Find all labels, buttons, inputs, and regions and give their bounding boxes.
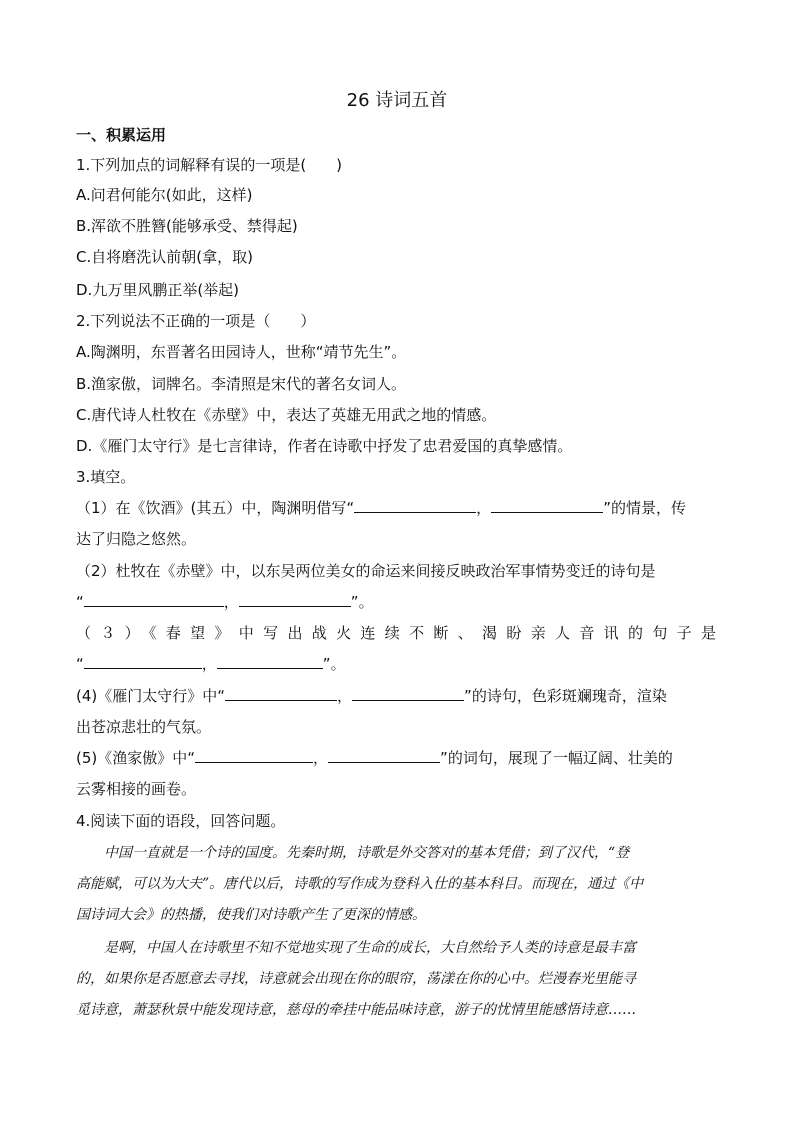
quote-close: ”。 xyxy=(350,593,374,611)
fill-item-1-text-b: ， xyxy=(476,499,492,517)
answer-blank[interactable] xyxy=(217,654,323,669)
answer-blank[interactable] xyxy=(354,498,476,513)
question-2-option-b: B.渔家傲，词牌名。李清照是宋代的著名女词人。 xyxy=(76,375,407,393)
passage-line-6: 觅诗意，萧瑟秋景中能发现诗意，慈母的牵挂中能品味诗意，游子的忧情里能感悟诗意…… xyxy=(76,1002,636,1018)
answer-blank[interactable] xyxy=(84,592,224,607)
separator: ， xyxy=(201,655,217,673)
question-2-option-a: A.陶渊明，东晋著名田园诗人，世称“靖节先生”。 xyxy=(76,343,407,361)
answer-blank[interactable] xyxy=(225,686,337,701)
passage-line-4: 是啊，中国人在诗歌里不知不觉地实现了生命的成长，大自然给予人类的诗意是最丰富 xyxy=(76,940,636,956)
fill-item-2-answer-line xyxy=(76,591,374,612)
fill-item-1-text-c: ”的情景，传 xyxy=(603,499,686,517)
question-4-stem: 4.阅读下面的语段，回答问题。 xyxy=(76,812,286,830)
separator: ， xyxy=(223,593,239,611)
fill-item-5-text-a: (5)《渔家傲》中“ xyxy=(76,749,196,767)
fill-item-3-answer-line xyxy=(76,653,346,674)
passage-line-1: 中国一直就是一个诗的国度。先秦时期，诗歌是外交答对的基本凭借；到了汉代，“登 xyxy=(76,845,630,861)
fill-item-3: （３）《春望》中写出战火连续不断、渴盼亲人音讯的句子是 xyxy=(76,624,716,642)
fill-item-5-text-c: ”的词句，展现了一幅辽阔、壮美的 xyxy=(440,749,673,767)
question-1-stem: 1.下列加点的词解释有误的一项是( ) xyxy=(76,156,343,174)
fill-item-1-text-a: （1）在《饮酒》(其五）中，陶渊明借写“ xyxy=(76,499,355,517)
answer-blank[interactable] xyxy=(195,748,313,763)
answer-blank[interactable] xyxy=(328,748,440,763)
fill-item-4-text-c: ”的诗句，色彩斑斓瑰奇，渲染 xyxy=(464,687,667,705)
fill-item-1 xyxy=(76,497,686,518)
quote-close: ”。 xyxy=(322,655,346,673)
question-1-option-b: B.浑欲不胜簪(能够承受、禁得起) xyxy=(76,217,298,235)
fill-item-4-continued: 出苍凉悲壮的气氛。 xyxy=(76,718,212,736)
page-title: 26 诗词五首 xyxy=(346,90,448,111)
answer-blank[interactable] xyxy=(239,592,351,607)
fill-item-5-continued: 云雾相接的画卷。 xyxy=(76,780,197,798)
question-2-option-c: C.唐代诗人杜牧在《赤壁》中，表达了英雄无用武之地的情感。 xyxy=(76,406,497,424)
quote-open: “ xyxy=(76,593,84,611)
question-1-option-a: A.问君何能尔(如此，这样) xyxy=(76,186,253,204)
fill-item-2: （2）杜牧在《赤壁》中，以东吴两位美女的命运来间接反映政治军事情势变迁的诗句是 xyxy=(76,562,656,580)
answer-blank[interactable] xyxy=(84,654,202,669)
answer-blank[interactable] xyxy=(352,686,464,701)
separator: ， xyxy=(337,687,353,705)
question-3-stem: 3.填空。 xyxy=(76,468,136,486)
answer-blank[interactable] xyxy=(491,498,603,513)
fill-item-5 xyxy=(76,747,673,768)
passage-line-5: 的，如果你是否愿意去寻找，诗意就会出现在你的眼帘，荡漾在你的心中。烂漫春光里能寻 xyxy=(76,971,636,987)
question-1-option-d: D.九万里风鹏正举(举起) xyxy=(76,281,240,299)
section-heading: 一、积累运用 xyxy=(76,126,167,144)
question-2-stem: 2.下列说法不正确的一项是（ ） xyxy=(76,312,316,330)
passage-line-3: 国诗词大会》的热播，使我们对诗歌产生了更深的情感。 xyxy=(76,907,426,923)
quote-open: “ xyxy=(76,655,84,673)
question-1-option-c: C.自将磨洗认前朝(拿，取) xyxy=(76,248,253,266)
fill-item-4-text-a: (4)《雁门太守行》中“ xyxy=(76,687,226,705)
question-2-option-d: D.《雁门太守行》是七言律诗，作者在诗歌中抒发了忠君爱国的真挚感情。 xyxy=(76,437,573,455)
separator: ， xyxy=(313,749,329,767)
fill-item-4 xyxy=(76,685,667,706)
fill-item-1-continued: 达了归隐之悠然。 xyxy=(76,530,197,548)
passage-line-2: 高能赋，可以为大夫”。唐代以后，诗歌的写作成为登科入仕的基本科目。而现在，通过《中 xyxy=(76,876,644,892)
